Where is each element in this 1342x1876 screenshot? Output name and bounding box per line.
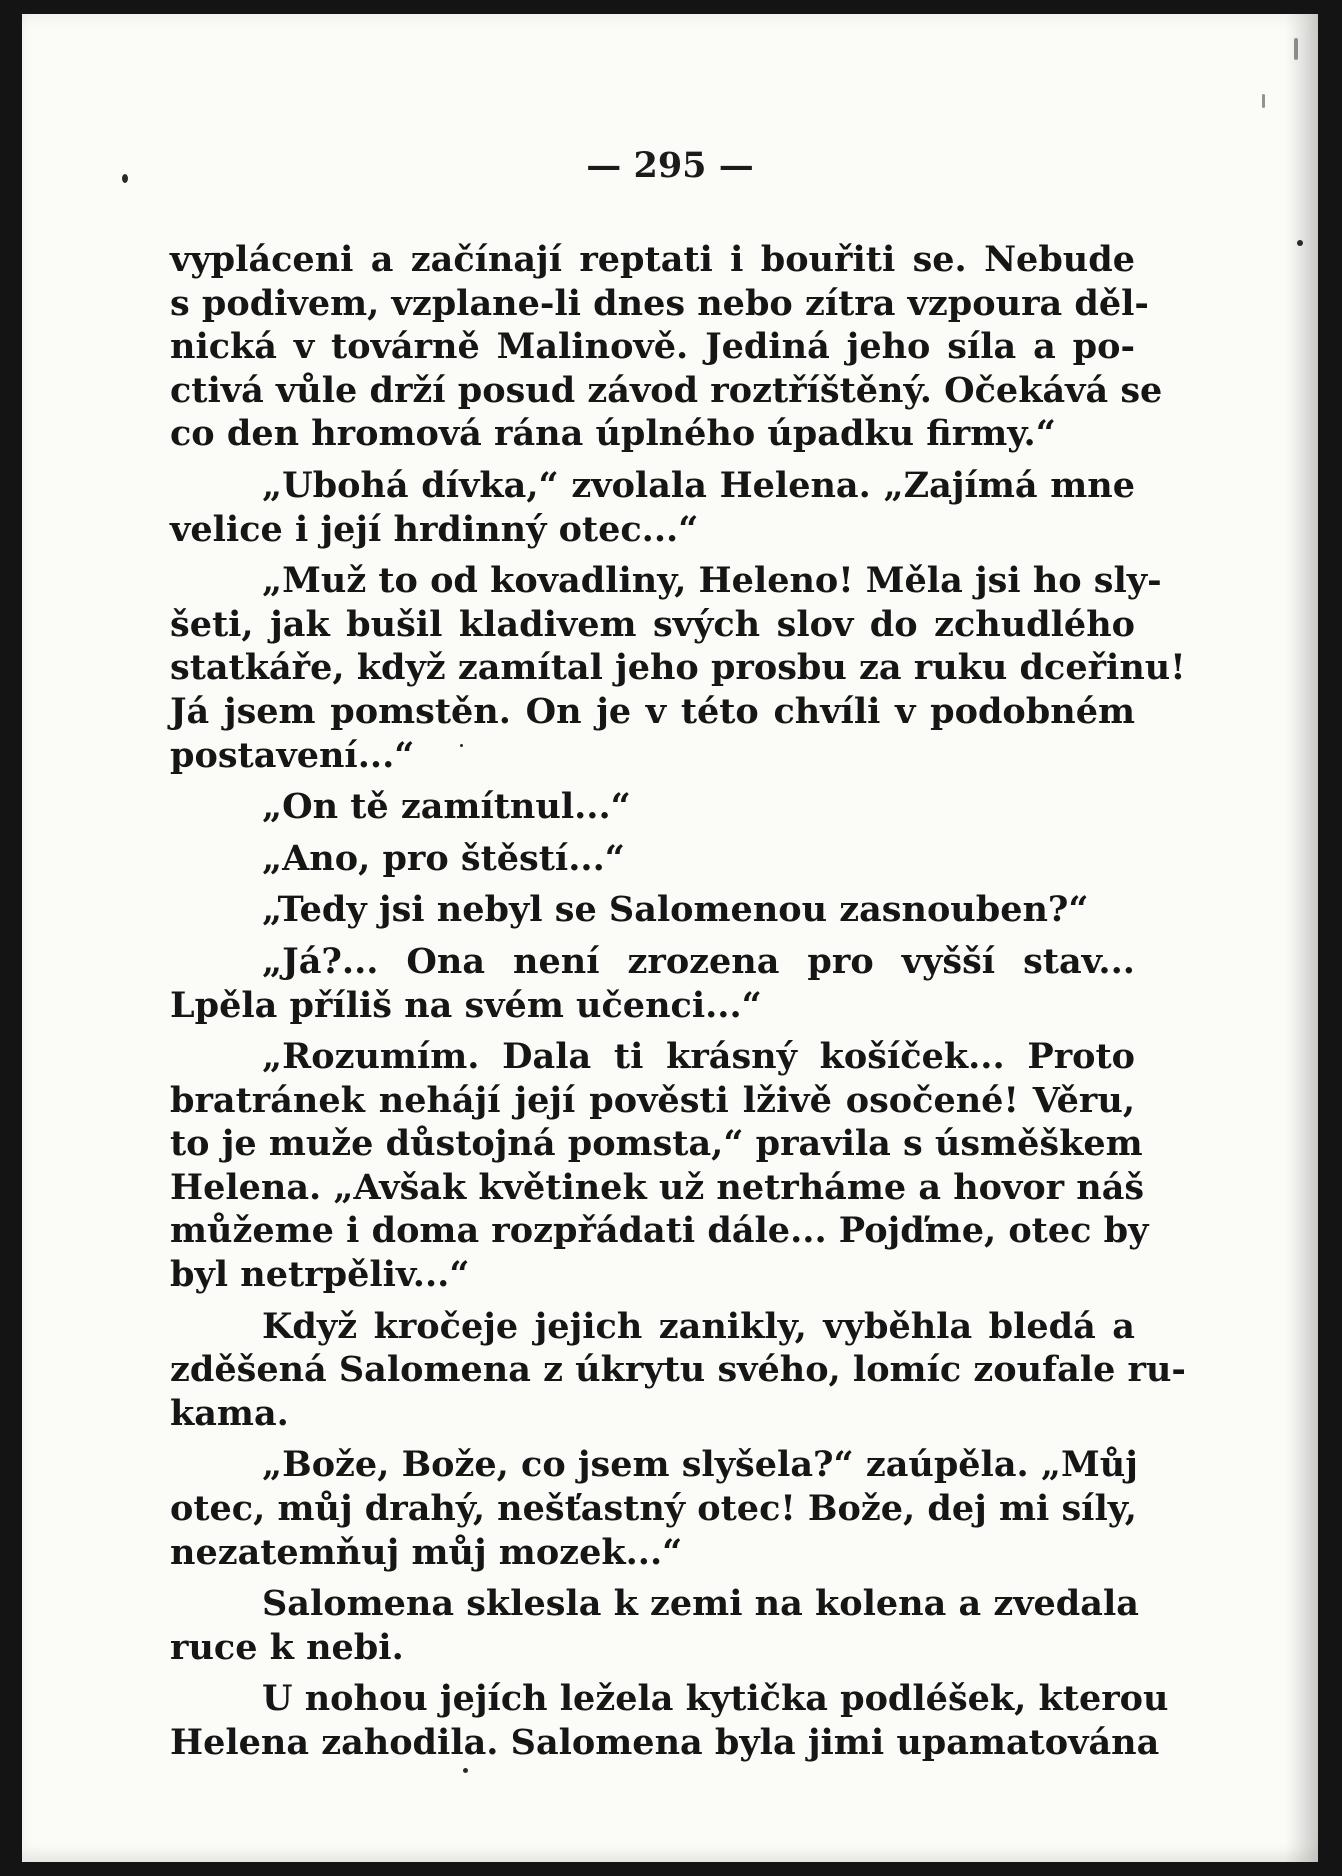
print-speck <box>1294 38 1298 60</box>
text-line: můžeme i doma rozpřádati dále... Pojďme, otec by <box>170 1210 1149 1252</box>
text-line: šeti, jak bušil kladivem svých slov do zchudlého <box>170 603 1135 645</box>
text-line: Helena zahodila. Salomena byla jimi upamatována <box>170 1722 1160 1763</box>
print-speck <box>1297 240 1303 246</box>
text-line: Já jsem pomstěn. On je v této chvíli v podobném <box>170 690 1135 732</box>
text-line: „Rozumím. Dala ti krásný košíček... Proto <box>262 1036 1135 1078</box>
text-line: Lpěla příliš na svém učenci...“ <box>170 984 762 1026</box>
paragraph-gap <box>170 1297 1135 1305</box>
print-speck <box>122 174 128 183</box>
page-edge-shadow <box>1284 14 1318 1862</box>
paragraph-gap <box>170 880 1135 888</box>
text-line: nická v továrně Malinově. Jediná jeho síla a po- <box>170 326 1135 368</box>
paragraph-gap <box>170 1435 1135 1443</box>
text-line: Salomena sklesla k zemi na kolena a zvedala <box>262 1583 1139 1625</box>
text-line: byl netrpěliv...“ <box>170 1254 470 1296</box>
text-line: „On tě zamítnul...“ <box>262 786 631 828</box>
text-line: vypláceni a začínají reptati i bouřiti se. Nebude <box>170 239 1135 280</box>
text-line: Když kročeje jejich zanikly, vyběhla bledá a <box>262 1305 1135 1347</box>
text-line: co den hromová rána úplného úpadku firmy.“ <box>170 413 1056 455</box>
text-line: „Muž to od kovadliny, Heleno! Měla jsi ho sly- <box>262 560 1162 602</box>
page-number: — 295 — <box>586 145 754 186</box>
text-line: „Ano, pro štěstí...“ <box>262 837 625 879</box>
text-line: „Já?... Ona není zrozena pro vyšší stav... <box>262 940 1135 982</box>
text-line: ruce k nebi. <box>170 1626 404 1668</box>
text-line: kama. <box>170 1392 289 1434</box>
text-line: zděšená Salomena z úkrytu svého, lomíc zoufale ru- <box>170 1349 1186 1391</box>
paragraph-gap <box>170 551 1135 559</box>
paragraph-gap <box>170 1574 1135 1582</box>
print-speck <box>1262 94 1265 108</box>
text-line: nezatemňuj můj mozek...“ <box>170 1531 683 1573</box>
paragraph-gap <box>170 777 1135 785</box>
text-line: Helena. „Avšak květinek už netrháme a hovor náš <box>170 1166 1145 1208</box>
text-line: „Tedy jsi nebyl se Salomenou zasnouben?“ <box>262 889 1089 931</box>
paragraph-gap <box>170 1027 1135 1035</box>
text-line: ctivá vůle drží posud závod roztříštěný. Očekává se <box>170 369 1163 411</box>
text-line: „Ubohá dívka,“ zvolala Helena. „Zajímá mne <box>262 464 1135 506</box>
book-page <box>22 14 1318 1862</box>
paragraph-gap <box>170 456 1135 464</box>
text-line: „Bože, Bože, co jsem slyšela?“ zaúpěla. „Můj <box>262 1444 1138 1486</box>
paragraph-gap <box>170 932 1135 940</box>
text-line: velice i její hrdinný otec...“ <box>170 508 699 550</box>
body-text <box>170 238 1186 1765</box>
text-line: bratránek nehájí její pověsti lživě osočené! Věru, <box>170 1079 1135 1121</box>
paragraph-gap <box>170 829 1135 837</box>
print-speck <box>460 744 463 747</box>
print-speck <box>463 1768 468 1773</box>
text-line: to je muže důstojná pomsta,“ pravila s úsměškem <box>170 1123 1143 1165</box>
paragraph-gap <box>170 1669 1135 1677</box>
text-line: postavení...“ <box>170 734 415 776</box>
text-line: U nohou jejích ležela kytička podléšek, kterou <box>262 1678 1169 1720</box>
text-line: otec, můj drahý, nešťastný otec! Bože, dej mi síly, <box>170 1488 1137 1530</box>
text-line: s podivem, vzplane-li dnes nebo zítra vzpoura děl- <box>170 282 1149 324</box>
text-line: statkáře, když zamítal jeho prosbu za ruku dceřinu! <box>170 647 1186 689</box>
